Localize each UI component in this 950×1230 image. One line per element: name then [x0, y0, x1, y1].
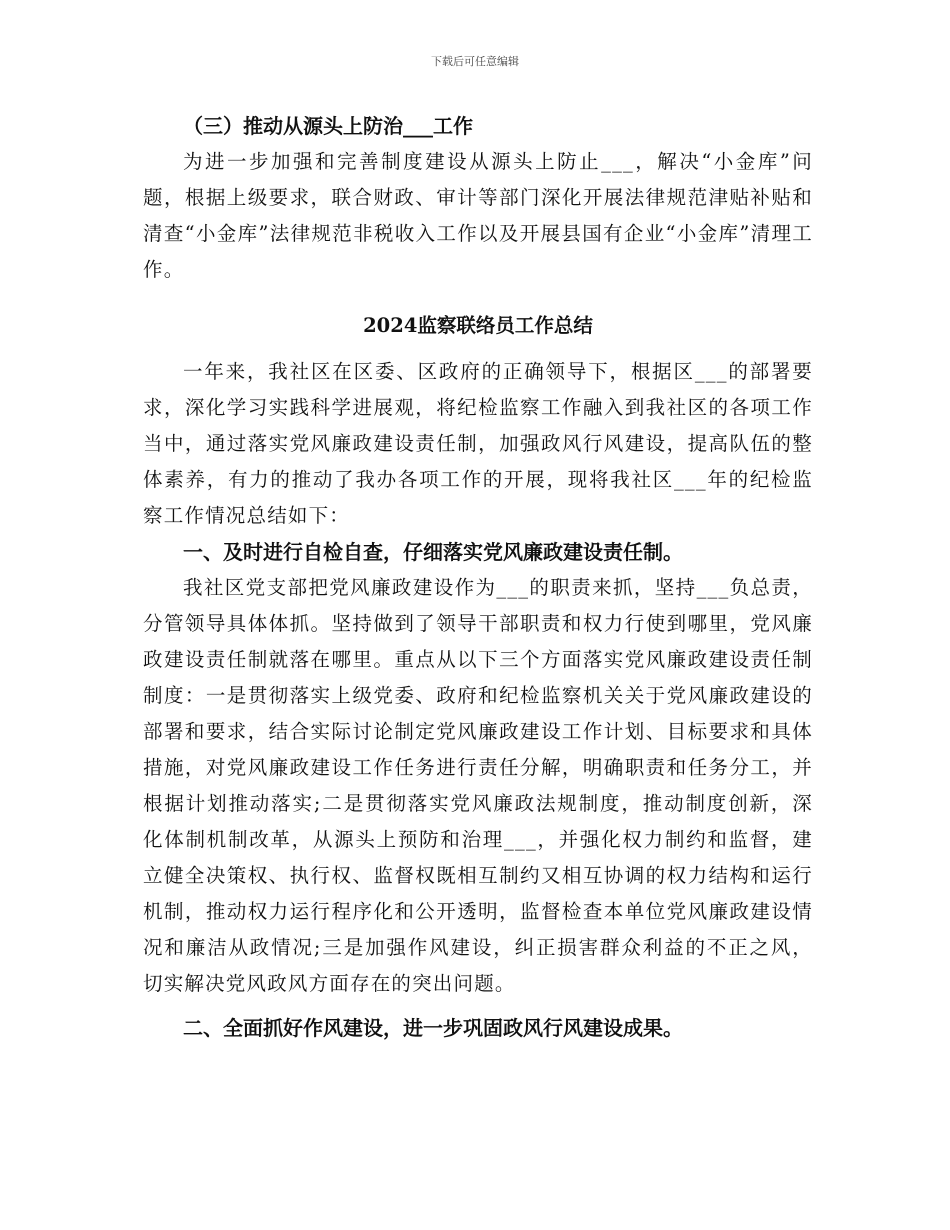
- section-1-heading: 一、及时进行自检自查，仔细落实党风廉政建设责任制。: [183, 540, 683, 564]
- section-heading-prev: （三）推动从源头上防治___工作: [183, 114, 473, 138]
- section-2-heading: 二、全面抓好作风建设，进一步巩固政风行风建设成果。: [183, 1016, 683, 1040]
- section-1-paragraph: 我社区党支部把党风廉政建设作为___的职责来抓，坚持___负总责，分管领导具体体抓。坚持做到了领导干部职责和权力行使到哪里，党风廉政建设责任制就落在哪里。重点从以下三个方面落实党风廉政建设责任制制度：一是贯彻落实上级党委、政府和纪检监察机关关于党风廉政建设的部署和要求，结合实际讨论制定党风廉政建设工作计划、目标要求和具体措施，对党风廉政建设工作任务进行责任分解，明确职责和任务分工，并根据计划推动落实;二是贯彻落实党风廉政法规制度，推动制度创新，深化体制机制改革，从源头上预防和治理___，并强化权力制约和监督，建立健全决策权、执行权、监督权既相互制约又相互协调的权力结构和运行机制，推动权力运行程序化和公开透明，监督检查本单位党风廉政建设情况和廉洁从政情况;三是加强作风建设，纠正损害群众利益的不正之风，切实解决党风政风方面存在的突出问题。: [143, 576, 813, 995]
- document-title: 2024监察联络员工作总结: [363, 314, 593, 337]
- intro-paragraph: 一年来，我社区在区委、区政府的正确领导下，根据区___的部署要求，深化学习实践科学进展观，将纪检监察工作融入到我社区的各项工作当中，通过落实党风廉政建设责任制，加强政风行风建设，提高队伍的整体素养，有力的推动了我办各项工作的开展，现将我社区___年的纪检监察工作情况总结如下：: [143, 360, 813, 527]
- document-body: [143, 108, 813, 1046]
- paragraph-prev: 为进一步加强和完善制度建设从源头上防止___，解决“小金库”问题，根据上级要求，联合财政、审计等部门深化开展法律规范津贴补贴和清查“小金库”法律规范非税收入工作以及开展县国有企业“小金库”清理工作。: [143, 150, 813, 281]
- page-header: 下载后可任意编辑: [431, 55, 519, 68]
